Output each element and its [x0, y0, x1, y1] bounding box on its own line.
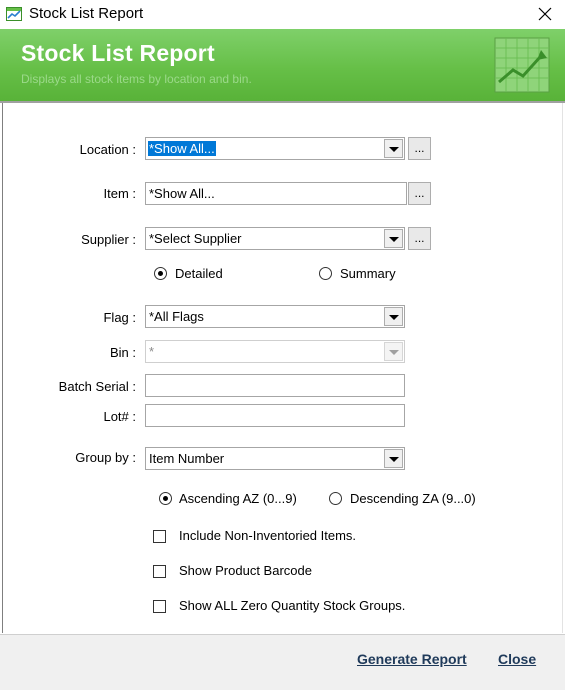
summary-radio[interactable]: [319, 267, 332, 280]
batch-serial-label: Batch Serial :: [58, 379, 136, 394]
close-window-icon[interactable]: [530, 0, 560, 29]
item-browse-button[interactable]: ...: [408, 182, 431, 205]
group-by-value: Item Number: [149, 451, 225, 466]
group-by-label: Group by :: [75, 450, 136, 465]
chevron-down-icon[interactable]: [384, 342, 403, 361]
chevron-down-icon[interactable]: [384, 307, 403, 326]
group-by-select[interactable]: [145, 447, 405, 470]
item-field[interactable]: [145, 182, 407, 205]
non-inventoried-checkbox[interactable]: [153, 530, 166, 543]
footer-bar: [0, 634, 565, 690]
location-select[interactable]: [145, 137, 405, 160]
lot-input[interactable]: [145, 404, 405, 427]
app-chart-icon: [6, 7, 22, 21]
lot-label: Lot# :: [103, 409, 136, 424]
detailed-label: Detailed: [175, 266, 223, 281]
report-chart-icon: [493, 36, 551, 94]
chevron-down-icon[interactable]: [384, 229, 403, 248]
batch-serial-input[interactable]: [145, 374, 405, 397]
flag-label: Flag :: [103, 310, 136, 325]
item-value: *Show All...: [149, 186, 215, 201]
banner-title: Stock List Report: [21, 40, 215, 66]
bin-select[interactable]: [145, 340, 405, 363]
supplier-label: Supplier :: [81, 232, 136, 247]
supplier-browse-button[interactable]: ...: [408, 227, 431, 250]
location-value: *Show All...: [149, 141, 215, 156]
summary-label: Summary: [340, 266, 396, 281]
generate-report-button[interactable]: Generate Report: [357, 651, 467, 667]
window-title: Stock List Report: [29, 5, 144, 22]
zero-quantity-label: Show ALL Zero Quantity Stock Groups.: [179, 598, 406, 613]
detailed-radio[interactable]: [154, 267, 167, 280]
flag-value: *All Flags: [149, 309, 204, 324]
product-barcode-label: Show Product Barcode: [179, 563, 312, 578]
location-browse-button[interactable]: ...: [408, 137, 431, 160]
bin-value: *: [149, 344, 155, 359]
chevron-down-icon[interactable]: [384, 139, 403, 158]
non-inventoried-label: Include Non-Inventoried Items.: [179, 528, 357, 543]
banner-subtitle: Displays all stock items by location and bin.: [21, 72, 252, 86]
descending-radio[interactable]: [329, 492, 342, 505]
supplier-value: *Select Supplier: [149, 231, 242, 246]
close-button[interactable]: Close: [498, 651, 537, 667]
bin-label: Bin :: [109, 345, 136, 360]
location-label: Location :: [79, 142, 136, 157]
ascending-radio[interactable]: [159, 492, 172, 505]
ascending-label: Ascending AZ (0...9): [179, 491, 297, 506]
zero-quantity-checkbox[interactable]: [153, 600, 166, 613]
supplier-select[interactable]: [145, 227, 405, 250]
flag-select[interactable]: [145, 305, 405, 328]
title-bar: [0, 0, 565, 29]
descending-label: Descending ZA (9...0): [350, 491, 476, 506]
item-label: Item :: [103, 186, 136, 201]
product-barcode-checkbox[interactable]: [153, 565, 166, 578]
chevron-down-icon[interactable]: [384, 449, 403, 468]
